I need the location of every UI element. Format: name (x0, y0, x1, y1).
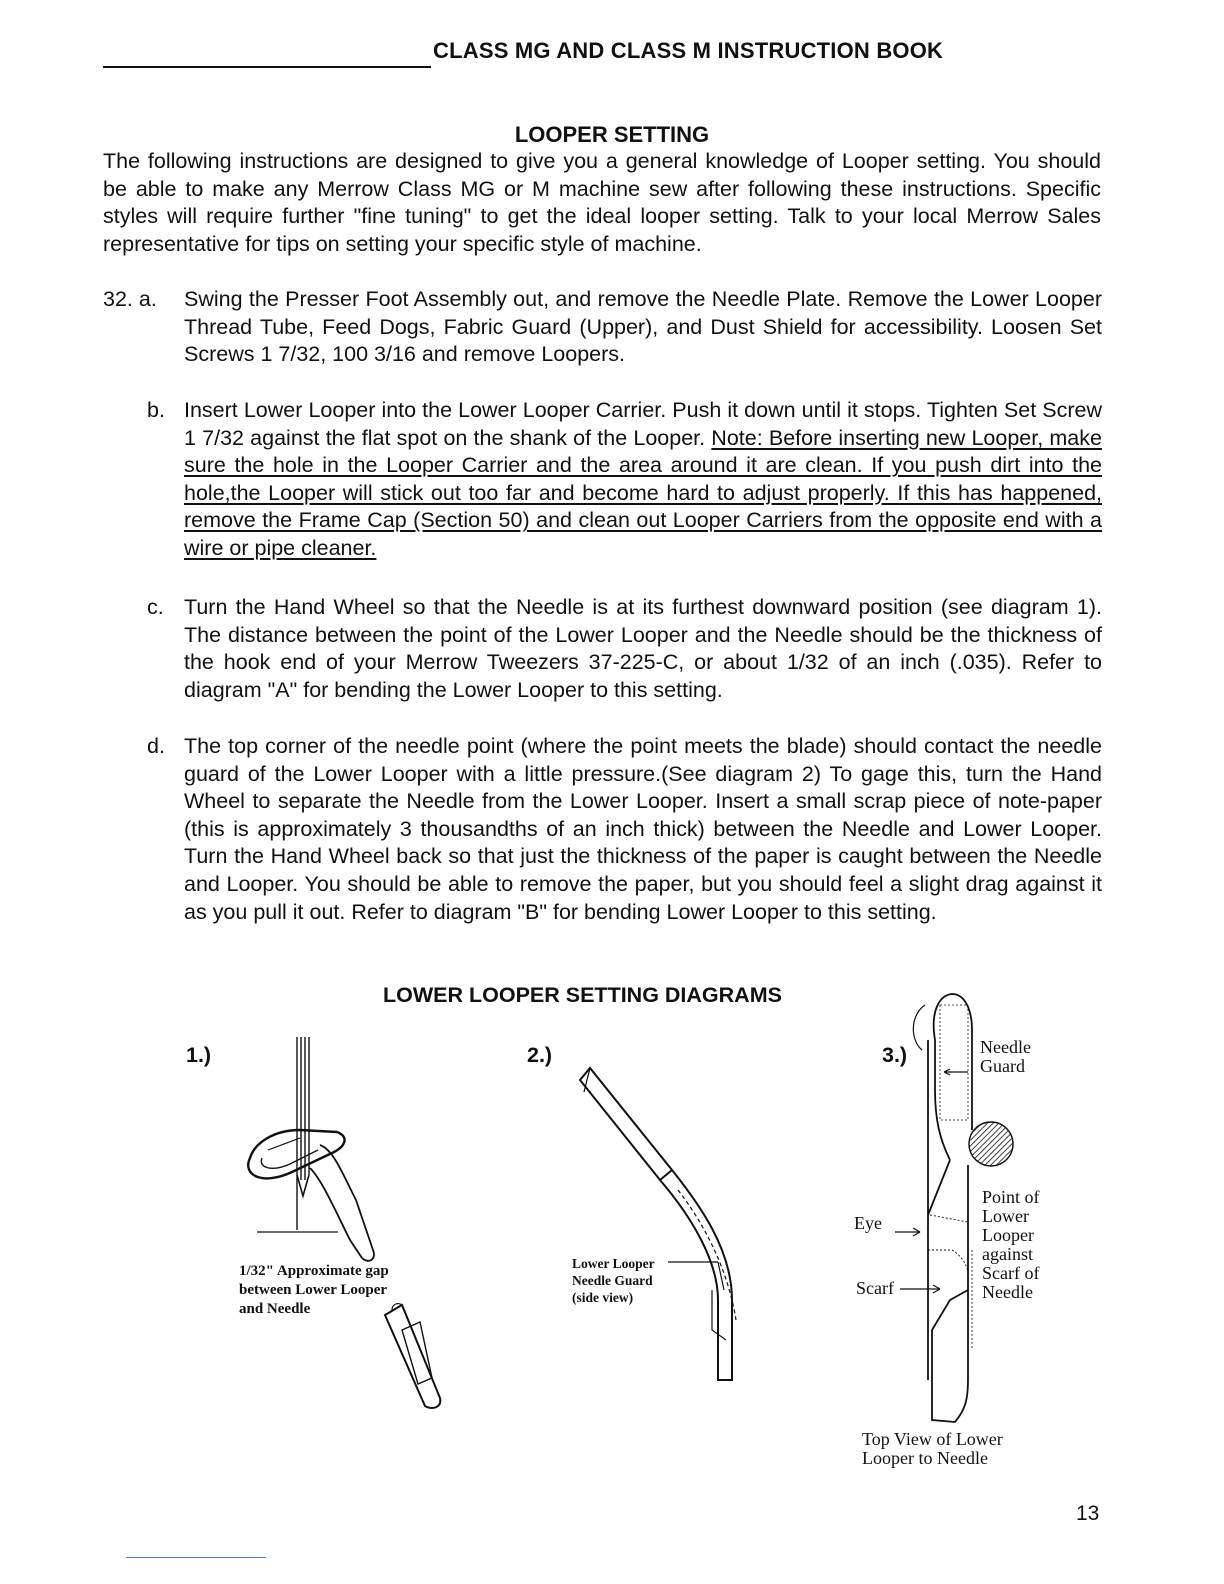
diagram-1-caption (239, 1262, 389, 1319)
diagram-2-caption (572, 1255, 655, 1306)
label-line: against (982, 1244, 1033, 1264)
intro-paragraph: The following instructions are designed to give you a general knowledge of Looper setting. You should be able to make any Merrow Class MG or M machine sew after following these instructions. Specific styles will require further "fine tuning" to get the ideal looper setting. Talk to your local Merrow Sales representative for tips on setting your specific style of machine. (103, 149, 1101, 256)
diagram-2-drawing (580, 1068, 736, 1380)
diagram-3-number: 3.) (882, 1043, 908, 1067)
label-line: Needle (980, 1037, 1031, 1057)
step-text: Turn the Hand Wheel so that the Needle is at its furthest downward position (see diagram 1). The distance between the point of the Lower Looper and the Needle should be the thickness of the hook end of your Merrow Tweezers 37-225-C, or about 1/32 of an inch (.035). Refer to diagram "A" for bending the Lower Looper to this setting. (184, 595, 1102, 702)
diagram-1-caption-line: and Needle (239, 1301, 311, 1317)
label-line: Lower (982, 1206, 1029, 1226)
footer-rule (126, 1557, 266, 1558)
diagram-2-caption-line: Lower Looper (572, 1256, 655, 1271)
step-text: Swing the Presser Foot Assembly out, and remove the Needle Plate. Remove the Lower Looper Thread Tube, Feed Dogs, Fabric Guard (Upper), and Dust Shield for accessibility. Loosen Set Screws 1 7/32, 100 3/16 and remove Loopers. (184, 287, 1102, 367)
label-line: Looper (982, 1225, 1034, 1245)
diagram-3-eye-label: Eye (854, 1213, 882, 1233)
step-label: d. (147, 734, 165, 758)
diagram-2-caption-line: Needle Guard (572, 1273, 653, 1288)
step-b-main-text: Insert Lower Looper into the Lower Looper Carrier. Push it down until it stops. Tighten Set Screw 1 7/32 against the flat spot on the shank of the Looper. (184, 398, 1102, 450)
diagram-1-number: 1.) (186, 1043, 212, 1067)
label-line: Needle (982, 1282, 1033, 1302)
step-text: The top corner of the needle point (where the point meets the blade) should contact the needle guard of the Lower Looper with a little pressure.(See diagram 2) To gage this, turn the Hand Wheel to separate the Needle from the Lower Looper. Insert a small scrap piece of note-paper (this is approximately 3 thousandths of an inch thick) between the Needle and Lower Looper. Turn the Hand Wheel back so that just the thickness of the paper is caught between the Needle and Looper. You should be able to remove the paper, but you should feel a slight drag against it as you pull it out. Refer to diagram "B" for bending Lower Looper to this setting. (184, 734, 1102, 924)
step-label: c. (147, 595, 164, 619)
page-number: 13 (1076, 1502, 1100, 1525)
step-b-note: Note: Before inserting new Looper, make sure the hole in the Looper Carrier and the area around it are clean. If you push dirt into the hole,the Looper will stick out too far and become hard to adjust properly. If this has happened, remove the Frame Cap (Section 50) and clean out Looper Carriers from the opposite end with a wire or pipe cleaner. (184, 425, 1102, 560)
diagram-2-number: 2.) (527, 1043, 553, 1067)
section-title: LOOPER SETTING (514, 122, 710, 147)
label-line: Point of (982, 1187, 1040, 1207)
diagrams-title: LOWER LOOPER SETTING DIAGRAMS (383, 983, 782, 1007)
label-line: Scarf of (982, 1263, 1040, 1283)
diagram-3-point-label (982, 1188, 1040, 1302)
diagram-1-drawing (248, 1037, 440, 1408)
step-label: b. (147, 398, 165, 422)
header-title: CLASS MG AND CLASS M INSTRUCTION BOOK (433, 38, 944, 63)
label-line: Top View of Lower (862, 1429, 1003, 1449)
diagram-3-needle-guard-label (980, 1038, 1031, 1076)
diagram-3-scarf-label: Scarf (856, 1278, 894, 1298)
label-line: Guard (980, 1056, 1025, 1076)
diagram-1-caption-line: between Lower Looper (239, 1282, 388, 1298)
diagram-3-caption (862, 1430, 1003, 1468)
label-line: Looper to Needle (862, 1448, 988, 1468)
diagram-1-caption-line: 1/32" Approximate gap (239, 1263, 389, 1279)
step-label: 32. a. (103, 287, 157, 311)
diagram-2-caption-line: (side view) (572, 1290, 634, 1305)
